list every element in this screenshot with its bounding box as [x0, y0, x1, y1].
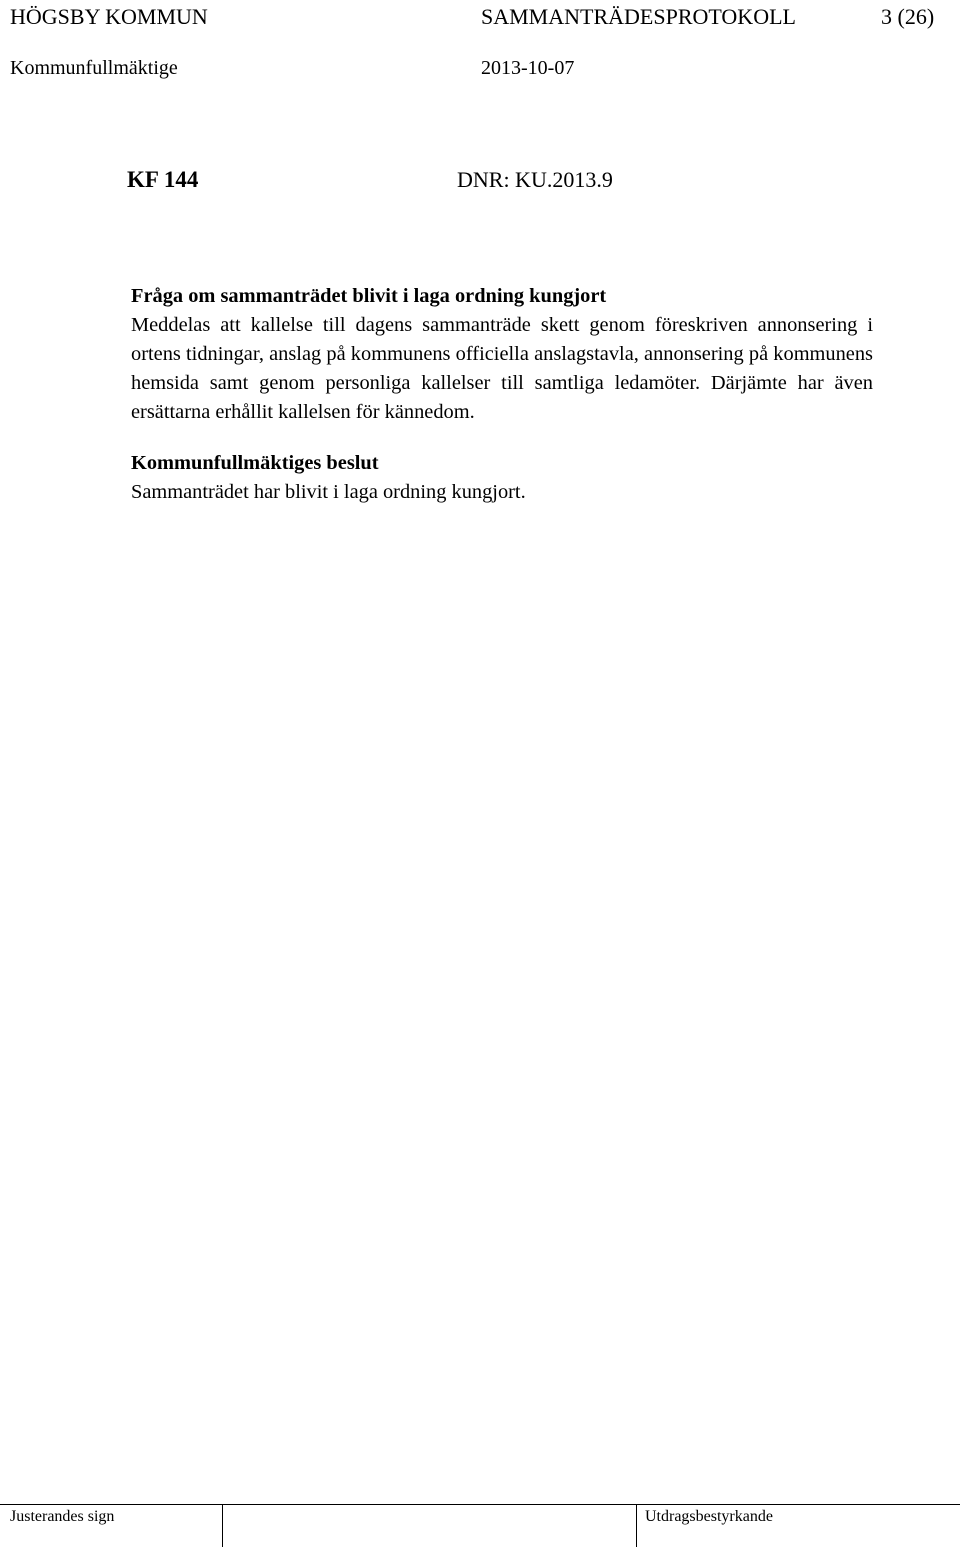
utdragsbestyrkande-label: Utdragsbestyrkande [645, 1508, 773, 1525]
footer-column-divider [636, 1505, 637, 1547]
governing-body: Kommunfullmäktige [10, 57, 178, 79]
decision-heading: Kommunfullmäktiges beslut [131, 452, 379, 474]
meeting-date: 2013-10-07 [481, 57, 575, 79]
footer-column-divider [222, 1505, 223, 1547]
justerandes-sign-label: Justerandes sign [10, 1508, 115, 1525]
registration-number: DNR: KU.2013.9 [457, 167, 613, 192]
footer-divider-line [0, 1504, 960, 1505]
case-number: KF 144 [127, 167, 199, 192]
page-number: 3 (26) [881, 4, 935, 29]
body-paragraph: Meddelas att kallelse till dagens sammanträde skett genom föreskriven annonsering i ortens tidningar, anslag på kommunens officiella anslagstavla, annonsering på kommunens hemsida samt genom personliga kallelser till samtliga ledamöter. Därjämte har även ersättarna erhållit kallelsen för kännedom. [131, 314, 873, 423]
document-type: SAMMANTRÄDESPROTOKOLL [481, 4, 796, 29]
section-heading: Fråga om sammanträdet blivit i laga ordning kungjort [131, 285, 607, 307]
main-content [131, 282, 873, 507]
organization-name: HÖGSBY KOMMUN [10, 4, 208, 29]
decision-text: Sammanträdet har blivit i laga ordning kungjort. [131, 481, 526, 503]
